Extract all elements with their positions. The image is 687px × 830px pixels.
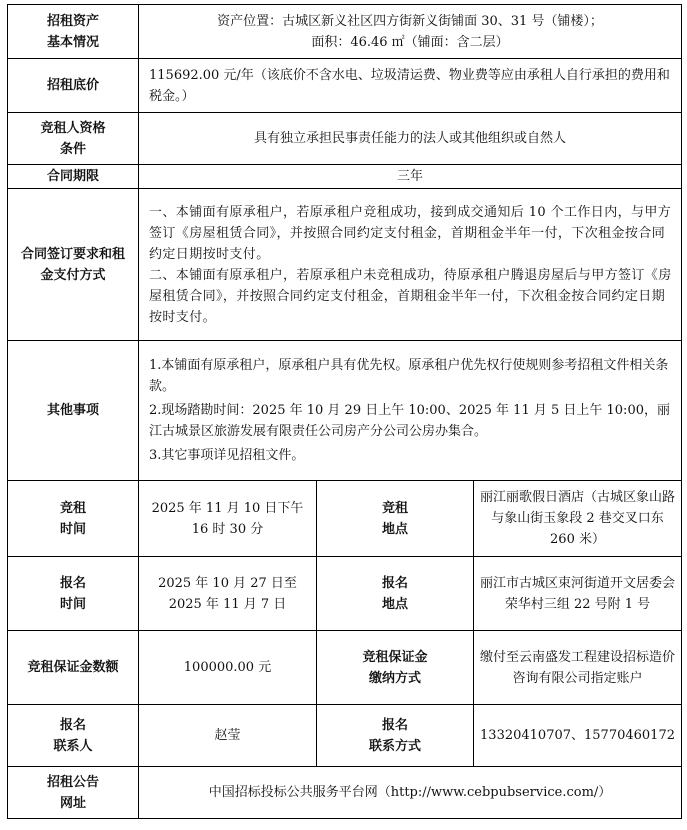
asset-value <box>139 5 682 59</box>
other-label: 其他事项 <box>8 341 139 481</box>
bidding-place-label-line2: 地点 <box>381 521 408 537</box>
base-price-value: 115692.00 元/年（该底价不含水电、垃圾清运费、物业费等应由承租人自行承担的费用和税金。） <box>139 59 682 113</box>
bidding-time-label <box>8 481 139 557</box>
term-value: 三年 <box>139 165 682 189</box>
term-label: 合同期限 <box>8 165 139 189</box>
registration-place-label-line1: 报名 <box>381 575 408 591</box>
deposit-method-label-line2: 缴纳方式 <box>368 670 421 686</box>
row-announcement <box>8 767 682 819</box>
announcement-value: 中国招标投标公共服务平台网（http://www.cebpubservice.com/） <box>139 767 682 819</box>
row-deposit <box>8 631 682 705</box>
qualification-label-line1: 竞租人资格 <box>40 120 106 136</box>
contact-person-label-line2: 联系人 <box>53 738 93 754</box>
contact-method-label-line1: 报名 <box>381 717 408 733</box>
bidding-place-label <box>317 481 474 557</box>
qualification-value: 具有独立承担民事责任能力的法人或其他组织或自然人 <box>139 113 682 165</box>
base-price-label: 招租底价 <box>8 59 139 113</box>
asset-area: 面积：46.46 ㎡（铺面：含二层） <box>311 34 509 50</box>
registration-time-label-line2: 时间 <box>59 596 86 612</box>
contract-label-line2: 金支付方式 <box>40 267 106 283</box>
row-contract <box>8 189 682 341</box>
row-base-price <box>8 59 682 113</box>
announcement-label-line1: 招租公告 <box>46 774 99 790</box>
asset-location: 资产位置：古城区新义社区四方街新义街铺面 30、31 号（铺楼）； <box>217 13 603 29</box>
contract-label-line1: 合同签订要求和租 <box>20 246 125 262</box>
registration-time-label <box>8 557 139 631</box>
bidding-time-label-line1: 竞租 <box>59 500 86 516</box>
other-item-2: 2.现场踏勘时间：2025 年 10 月 29 日上午 10:00、2025 年 11 月 5 日上午 10:00，丽江古城景区旅游发展有限责任公司房产分公司公房办集合。 <box>149 403 670 439</box>
registration-time-line1: 2025 年 10 月 27 日至 <box>158 575 297 591</box>
row-other <box>8 341 682 481</box>
contract-paragraph-2: 二、本铺面有原承租户，若原承租户未竞租成功，待原承租户腾退房屋后与甲方签订《房屋租赁合同》，并按照合同约定支付租金，首期租金半年一付，下次租金按合同约定日期按时支付。 <box>149 267 672 325</box>
announcement-label <box>8 767 139 819</box>
deposit-method-label-line1: 竞租保证金 <box>362 649 428 665</box>
row-term <box>8 165 682 189</box>
bidding-time-value <box>139 481 317 557</box>
bidding-place-value: 丽江丽歌假日酒店（古城区象山路与象山街玉象段 2 巷交叉口东 260 米） <box>474 481 682 557</box>
qualification-label-line2: 条件 <box>59 141 86 157</box>
registration-time-line2: 2025 年 11 月 7 日 <box>168 596 287 612</box>
contact-person-label <box>8 705 139 767</box>
contact-method-value: 13320410707、15770460172 <box>474 705 682 767</box>
bidding-place-label-line1: 竞租 <box>381 500 408 516</box>
row-registration <box>8 557 682 631</box>
row-qualification <box>8 113 682 165</box>
contact-person-value: 赵莹 <box>139 705 317 767</box>
asset-label-line1: 招租资产 <box>46 13 99 29</box>
bidding-time-label-line2: 时间 <box>59 521 86 537</box>
row-bidding <box>8 481 682 557</box>
lease-notice-table <box>7 4 682 819</box>
deposit-amount-value: 100000.00 元 <box>139 631 317 705</box>
registration-time-label-line1: 报名 <box>59 575 86 591</box>
registration-time-value <box>139 557 317 631</box>
row-asset <box>8 5 682 59</box>
contract-value <box>139 189 682 341</box>
registration-place-label <box>317 557 474 631</box>
deposit-method-value: 缴付至云南盛发工程建设招标造价咨询有限公司指定账户 <box>474 631 682 705</box>
asset-label-line2: 基本情况 <box>46 34 99 50</box>
other-item-1: 1.本铺面有原承租户，原承租户具有优先权。原承租户优先权行使规则参考招租文件相关条款。 <box>149 358 669 394</box>
registration-place-value: 丽江市古城区束河街道开文居委会荣华村三组 22 号附 1 号 <box>474 557 682 631</box>
row-contact <box>8 705 682 767</box>
contract-label <box>8 189 139 341</box>
other-value <box>139 341 682 481</box>
bidding-time-line2: 16 时 30 分 <box>191 521 264 537</box>
deposit-method-label <box>317 631 474 705</box>
contact-method-label-line2: 联系方式 <box>368 738 421 754</box>
registration-place-label-line2: 地点 <box>381 596 408 612</box>
contract-paragraph-1: 一、本铺面有原承租户，若原承租户竞租成功，接到成交通知后 10 个工作日内，与甲方签订《房屋租赁合同》，并按照合同约定支付租金，首期租金半年一付，下次租金按合同约定日期按时支付。 <box>149 204 672 262</box>
announcement-label-line2: 网址 <box>59 795 86 811</box>
contact-method-label <box>317 705 474 767</box>
asset-label <box>8 5 139 59</box>
qualification-label <box>8 113 139 165</box>
contact-person-label-line1: 报名 <box>59 717 86 733</box>
other-item-3: 3.其它事项详见招租文件。 <box>149 448 305 463</box>
deposit-amount-label: 竞租保证金数额 <box>8 631 139 705</box>
bidding-time-line1: 2025 年 11 月 10 日下午 <box>151 500 304 516</box>
